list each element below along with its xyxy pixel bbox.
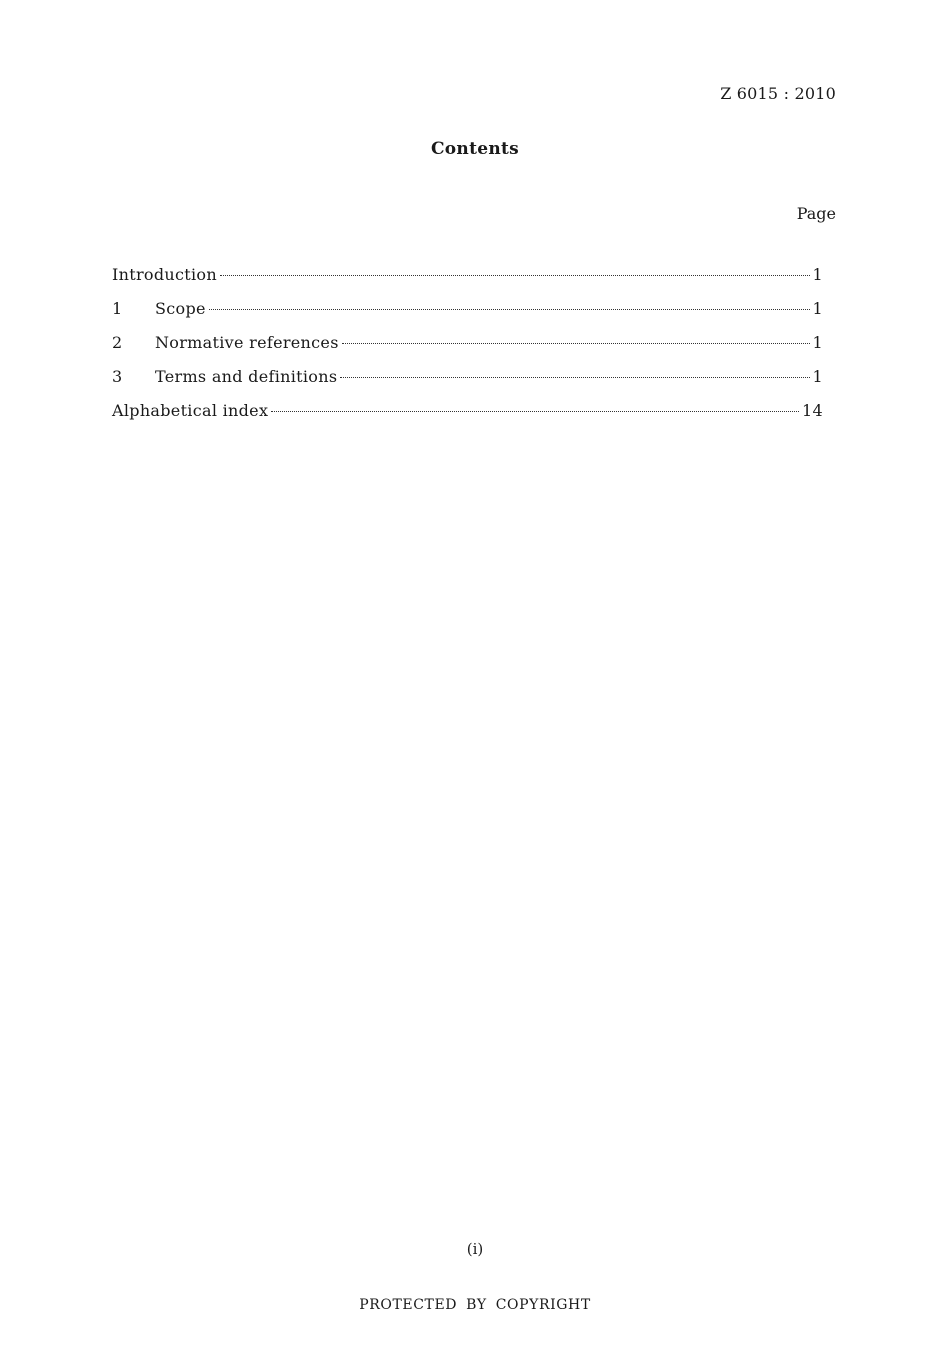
- toc-entry-title: Introduction: [112, 265, 217, 284]
- toc-entry-number: 3: [112, 367, 123, 386]
- toc-entry-page: 1: [812, 333, 823, 352]
- toc-entry-terms-and-definitions[interactable]: [112, 367, 836, 401]
- toc-entry-page: 1: [812, 265, 823, 284]
- document-id: Z 6015 : 2010: [720, 84, 836, 103]
- toc-entry-number: 1: [112, 299, 123, 318]
- toc-dot-leader: [342, 343, 810, 344]
- contents-heading: Contents: [430, 139, 520, 159]
- toc-entry-scope[interactable]: [112, 299, 836, 333]
- page-column-label: Page: [796, 204, 836, 223]
- toc-dot-leader: [340, 377, 809, 378]
- toc-entry-title: Alphabetical index: [112, 401, 269, 420]
- table-of-contents: [112, 265, 836, 435]
- toc-dot-leader: [220, 275, 810, 276]
- toc-entry-introduction[interactable]: [112, 265, 836, 299]
- toc-dot-leader: [271, 411, 799, 412]
- toc-entry-title: Terms and definitions: [155, 367, 338, 386]
- toc-dot-leader: [209, 309, 810, 310]
- toc-entry-page: 1: [812, 299, 823, 318]
- toc-entry-title: Scope: [155, 299, 206, 318]
- copyright-notice: PROTECTED BY COPYRIGHT: [359, 1297, 591, 1313]
- toc-entry-title: Normative references: [155, 333, 339, 352]
- toc-entry-page: 14: [802, 401, 823, 420]
- toc-entry-normative-references[interactable]: [112, 333, 836, 367]
- toc-entry-page: 1: [812, 367, 823, 386]
- toc-entry-number: 2: [112, 333, 123, 352]
- toc-entry-alphabetical-index[interactable]: [112, 401, 836, 435]
- page-number: (i): [466, 1240, 484, 1258]
